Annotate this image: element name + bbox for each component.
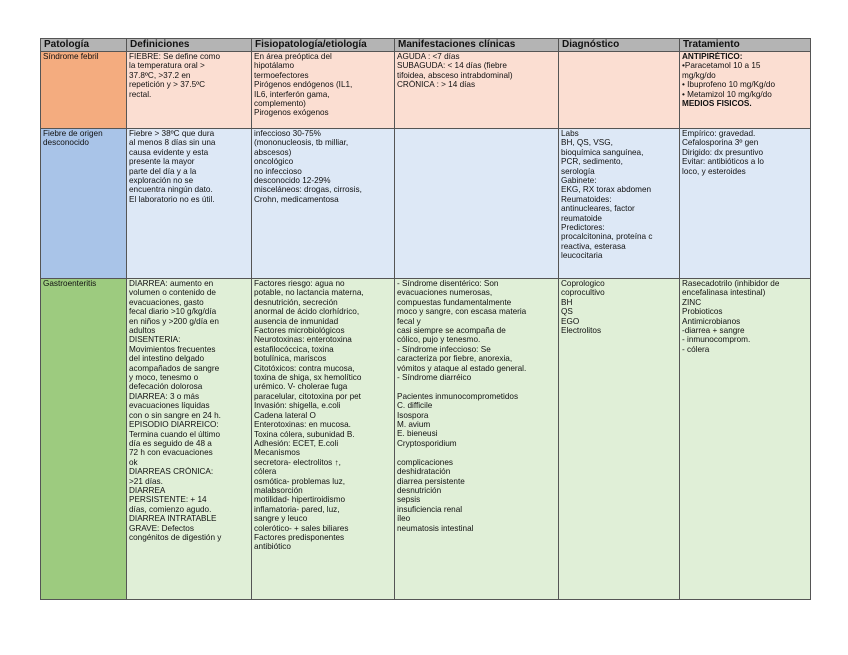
- cell-text-line: Enterotoxinas: en mucosa.: [254, 420, 351, 430]
- cell-text-line: compuestas fundamentalmente: [397, 297, 512, 307]
- cell-text-line: - Síndrome infeccioso: Se: [397, 344, 491, 354]
- cell-text-line: y moco, tenesmo o: [129, 373, 199, 383]
- cell-text-line: infeccioso 30-75%: [254, 129, 321, 138]
- cell-text-line: Gabinete:: [561, 176, 597, 186]
- cell-text-line: motilidad- hipertiroidismo: [254, 495, 346, 505]
- cell-text-line: 37.8ºC, >37.2 en: [129, 70, 191, 80]
- cell-text-line: causa evidente y esta: [129, 147, 209, 157]
- cell-text-line: urémico. V- cholerae fuga: [254, 382, 348, 392]
- cell-patologia: [41, 52, 127, 129]
- cell-text-line: secretora- electrolitos ↑,: [254, 457, 341, 467]
- cell-text-line: paracelular, citotoxina por pet: [254, 391, 361, 401]
- cell-text-line: Citotóxicos: contra mucosa,: [254, 363, 355, 373]
- cell-text-line: osmótica- problemas luz,: [254, 476, 346, 486]
- cell-tratamiento: [680, 52, 811, 129]
- cell-text-line: Pirógenos endógenos (IL1,: [254, 80, 353, 90]
- cell-fisiopatologia: [252, 279, 395, 600]
- cell-text-line: exploración no se: [129, 176, 194, 186]
- cell-text-line: evacuaciones líquidas: [129, 401, 210, 411]
- cell-text-line: QS: [561, 307, 573, 317]
- cell-text-line: diarrea persistente: [397, 476, 465, 486]
- cell-diagnostico: [559, 52, 680, 129]
- cell-text-line: DIARREA: aumento en: [129, 279, 214, 288]
- cell-text-line: Evitar: antibióticos a lo: [682, 157, 764, 167]
- cell-text-line: antinucleares, factor: [561, 204, 635, 214]
- cell-text-line: encefalinasa intestinal): [682, 288, 766, 298]
- cell-text-line: Adhesión: ECET, E.coli: [254, 438, 339, 448]
- cell-text-line: • Ibuprofeno 10 mg/Kg/do: [682, 80, 775, 90]
- cell-text-line: repetición y > 37.5ºC: [129, 80, 206, 90]
- cell-text-line: no infeccioso: [254, 166, 302, 176]
- cell-text-line: CRÓNICA : > 14 días: [397, 80, 476, 90]
- cell-text-line: potable, no lactancia materna,: [254, 288, 364, 298]
- cell-text-line: ausencia de inmunidad: [254, 316, 339, 326]
- cell-text-line: del intestino delgado: [129, 354, 205, 364]
- cell-manifestaciones: [395, 129, 559, 279]
- clinical-summary-table: [40, 38, 811, 600]
- cell-text-line: Fiebre de origen: [43, 129, 103, 138]
- cell-text-line: la temperatura oral >: [129, 61, 205, 71]
- cell-text-line: estafilocóccica, toxina: [254, 344, 334, 354]
- cell-text-line: días, comienzo agudo.: [129, 504, 212, 514]
- cell-text-line: DISENTERIA:: [129, 335, 181, 345]
- cell-text-line: Mecanismos: [254, 448, 300, 458]
- cell-text-line: DIARREA INTRATABLE: [129, 514, 217, 524]
- cell-text-line: Cadena lateral O: [254, 410, 316, 420]
- cell-text-line: M. avium: [397, 420, 431, 430]
- cell-text-line: - inmunocomprom.: [682, 335, 751, 345]
- table-header-row: [41, 39, 811, 52]
- cell-text-line: Factores predisponentes: [254, 532, 345, 542]
- cell-text-line: evacuaciones numerosas,: [397, 288, 493, 298]
- cell-text-line: botulínica, mariscos: [254, 354, 327, 364]
- cell-text-line: sangre y leuco: [254, 514, 308, 524]
- cell-fisiopatologia: [252, 129, 395, 279]
- cell-text-line: Pirogenos exógenos: [254, 108, 329, 118]
- cell-text-line: EKG, RX torax abdomen: [561, 185, 652, 195]
- cell-text-line: neumatosis intestinal: [397, 523, 474, 533]
- cell-text-line: oncológico: [254, 157, 294, 167]
- cell-text-line: en niños y >200 g/día en: [129, 316, 219, 326]
- cell-text-line: volumen o contenido de: [129, 288, 216, 298]
- cell-text-line: DIARREA: [129, 485, 166, 495]
- cell-text-line: termoefectores: [254, 70, 309, 80]
- cell-text-line: desconocido 12-29%: [254, 176, 331, 186]
- cell-text-line: Factores microbiológicos: [254, 326, 345, 336]
- cell-text-line: encuentra ningún dato.: [129, 185, 213, 195]
- cell-tratamiento: [680, 129, 811, 279]
- cell-text-line: Movimientos frecuentes: [129, 344, 216, 354]
- cell-definiciones: [127, 52, 252, 129]
- cell-text-line: DIARREA: 3 o más: [129, 391, 200, 401]
- cell-tratamiento: [680, 279, 811, 600]
- cell-text-line: defecación dolorosa: [129, 382, 203, 392]
- cell-text-line: Labs: [561, 129, 579, 138]
- cell-text-line: misceláneos: drogas, cirrosis,: [254, 185, 362, 195]
- cell-text-line: cólico, pujo y tenesmo.: [397, 335, 481, 345]
- cell-text-line: desconocido: [43, 138, 89, 148]
- cell-text-line: Predictores:: [561, 223, 605, 233]
- cell-text-line: Dirigido: dx presuntivo: [682, 147, 764, 157]
- cell-text-line: Neurotoxinas: enterotoxina: [254, 335, 352, 345]
- cell-patologia: [41, 279, 127, 600]
- cell-text-line: procalcitonina, proteína c: [561, 232, 653, 242]
- cell-text-line: loco, y esteroides: [682, 166, 746, 176]
- cell-text-line: con o sin sangre en 24 h.: [129, 410, 221, 420]
- cell-text-line: reumatoide: [561, 213, 602, 223]
- document-page: [40, 38, 810, 600]
- cell-text-line: ZINC: [682, 297, 702, 307]
- cell-definiciones: [127, 129, 252, 279]
- cell-text-line: serología: [561, 166, 595, 176]
- cell-text-line: Termina cuando el último: [129, 429, 221, 439]
- cell-text-line: IL6, interferón gama,: [254, 89, 330, 99]
- cell-text-line: DIARREAS CRÓNICA:: [129, 467, 214, 477]
- cell-text-line: 72 h con evacuaciones: [129, 448, 213, 458]
- cell-text-line: leucocitaria: [561, 251, 603, 261]
- cell-text-line: Coprologico: [561, 279, 605, 288]
- cell-text-line: acompañados de sangre: [129, 363, 220, 373]
- cell-text-line: Cefalosporina 3º gen: [682, 138, 759, 148]
- cell-text-line: complicaciones: [397, 457, 453, 467]
- cell-text-line: caracteriza por fiebre, anorexia,: [397, 354, 513, 364]
- cell-text-line: cólera: [254, 467, 277, 477]
- cell-diagnostico: [559, 129, 680, 279]
- cell-text-line: anormal de ácido clorhídrico,: [254, 307, 360, 317]
- cell-definiciones: [127, 279, 252, 600]
- cell-text-line: • Metamizol 10 mg/kg/do: [682, 89, 772, 99]
- blank-line: [397, 448, 556, 457]
- cell-text-line: vómitos y ataque al estado general.: [397, 363, 527, 373]
- cell-text-line: congénitos de digestión y: [129, 532, 222, 542]
- header-definiciones: Definiciones: [127, 39, 252, 52]
- cell-manifestaciones: [395, 52, 559, 129]
- cell-text-line: BH: [561, 297, 573, 307]
- cell-text-line: insuficiencia renal: [397, 504, 463, 514]
- header-tratamiento: Tratamiento: [680, 39, 811, 52]
- cell-text-line: E. bieneusi: [397, 429, 438, 439]
- cell-text-line: - Síndrome disentérico: Son: [397, 279, 499, 288]
- cell-text-line: mg/kg/do: [682, 70, 716, 80]
- cell-text-line: Toxina cólera, subunidad B.: [254, 429, 355, 439]
- cell-text-line: desnutrición: [397, 485, 442, 495]
- cell-text-line: ANTIPIRÉTICO:: [682, 52, 743, 61]
- cell-text-line: moco y sangre, con escasa materia: [397, 307, 527, 317]
- cell-text-line: Antimicrobianos: [682, 316, 741, 326]
- cell-diagnostico: [559, 279, 680, 600]
- cell-text-line: Fiebre > 38ºC que dura: [129, 129, 215, 138]
- cell-text-line: PCR, sedimento,: [561, 157, 623, 167]
- cell-text-line: AGUDA : <7 días: [397, 52, 460, 61]
- cell-text-line: Empírico: gravedad.: [682, 129, 756, 138]
- cell-text-line: colerótico- + sales biliares: [254, 523, 349, 533]
- cell-fisiopatologia: [252, 52, 395, 129]
- cell-text-line: presente la mayor: [129, 157, 195, 167]
- cell-text-line: inflamatoria- pared, luz,: [254, 504, 340, 514]
- cell-text-line: Electrolitos: [561, 326, 602, 336]
- cell-text-line: -diarrea + sangre: [682, 326, 745, 336]
- cell-text-line: Síndrome febril: [43, 52, 99, 61]
- cell-text-line: reactiva, esterasa: [561, 241, 626, 251]
- cell-patologia: [41, 129, 127, 279]
- cell-text-line: El laboratorio no es útil.: [129, 194, 215, 204]
- cell-text-line: tifoidea, absceso intrabdominal): [397, 70, 513, 80]
- cell-text-line: sepsis: [397, 495, 421, 505]
- cell-text-line: malabsorción: [254, 485, 303, 495]
- cell-text-line: bioquímica sanguínea,: [561, 147, 644, 157]
- cell-text-line: - cólera: [682, 344, 710, 354]
- cell-text-line: Probioticos: [682, 307, 723, 317]
- cell-text-line: Gastroenteritis: [43, 279, 97, 288]
- cell-text-line: Factores riesgo: agua no: [254, 279, 345, 288]
- cell-text-line: complemento): [254, 99, 306, 109]
- cell-text-line: GRAVE: Defectos: [129, 523, 194, 533]
- cell-text-line: (mononucleosis, tb milliar,: [254, 138, 349, 148]
- cell-text-line: fecal y: [397, 316, 421, 326]
- cell-text-line: adultos: [129, 326, 156, 336]
- cell-text-line: antibiótico: [254, 542, 291, 552]
- cell-text-line: C. difficile: [397, 401, 433, 411]
- cell-text-line: rectal.: [129, 89, 152, 99]
- cell-text-line: Crohn, medicamentosa: [254, 194, 339, 204]
- cell-manifestaciones: [395, 279, 559, 600]
- row-fiebre-origen-desconocido: [41, 129, 811, 279]
- row-gastroenteritis: [41, 279, 811, 600]
- cell-text-line: Cryptosporidium: [397, 438, 457, 448]
- header-fisiopatologia: Fisiopatología/etiología: [252, 39, 395, 52]
- cell-text-line: Reumatoides:: [561, 194, 612, 204]
- cell-text-line: EPISODIO DIARREICO:: [129, 420, 219, 430]
- cell-text-line: - Síndrome diarréico: [397, 373, 472, 383]
- cell-text-line: desnutrición, secreción: [254, 297, 338, 307]
- cell-text-line: Rasecadotrilo (inhibidor de: [682, 279, 780, 288]
- cell-text-line: >21 días.: [129, 476, 163, 486]
- header-diagnostico: Diagnóstico: [559, 39, 680, 52]
- cell-text-line: fecal diario >10 g/kg/día: [129, 307, 217, 317]
- cell-text-line: PERSISTENTE: + 14: [129, 495, 207, 505]
- header-manifestaciones: Manifestaciones clínicas: [395, 39, 559, 52]
- cell-text-line: evacuaciones, gasto: [129, 297, 204, 307]
- cell-text-line: En área preóptica del: [254, 52, 332, 61]
- cell-text-line: toxina de shiga, sx hemolítico: [254, 373, 362, 383]
- cell-text-line: parte del día y a la: [129, 166, 197, 176]
- blank-line: [397, 382, 556, 391]
- cell-text-line: •Paracetamol 10 a 15: [682, 61, 761, 71]
- cell-text-line: BH, QS, VSG,: [561, 138, 613, 148]
- cell-text-line: EGO: [561, 316, 580, 326]
- cell-text-line: casi siempre se acompaña de: [397, 326, 506, 336]
- cell-text-line: abscesos): [254, 147, 292, 157]
- cell-text-line: día es seguido de 48 a: [129, 438, 212, 448]
- cell-text-line: Pacientes inmunocomprometidos: [397, 391, 519, 401]
- cell-text-line: al menos 8 días sin una: [129, 138, 216, 148]
- cell-text-line: ok: [129, 457, 138, 467]
- cell-text-line: deshidratación: [397, 467, 451, 477]
- cell-text-line: FIEBRE: Se define como: [129, 52, 221, 61]
- header-patologia: Patología: [41, 39, 127, 52]
- cell-text-line: SUBAGUDA: < 14 días (fiebre: [397, 61, 507, 71]
- cell-text-line: íleo: [397, 514, 411, 524]
- cell-text-line: MEDIOS FISICOS.: [682, 99, 752, 109]
- cell-text-line: Isospora: [397, 410, 429, 420]
- row-sindrome-febril: [41, 52, 811, 129]
- cell-text-line: coprocultivo: [561, 288, 605, 298]
- cell-text-line: hipotálamo: [254, 61, 295, 71]
- cell-text-line: Invasión: shigella, e.coli: [254, 401, 341, 411]
